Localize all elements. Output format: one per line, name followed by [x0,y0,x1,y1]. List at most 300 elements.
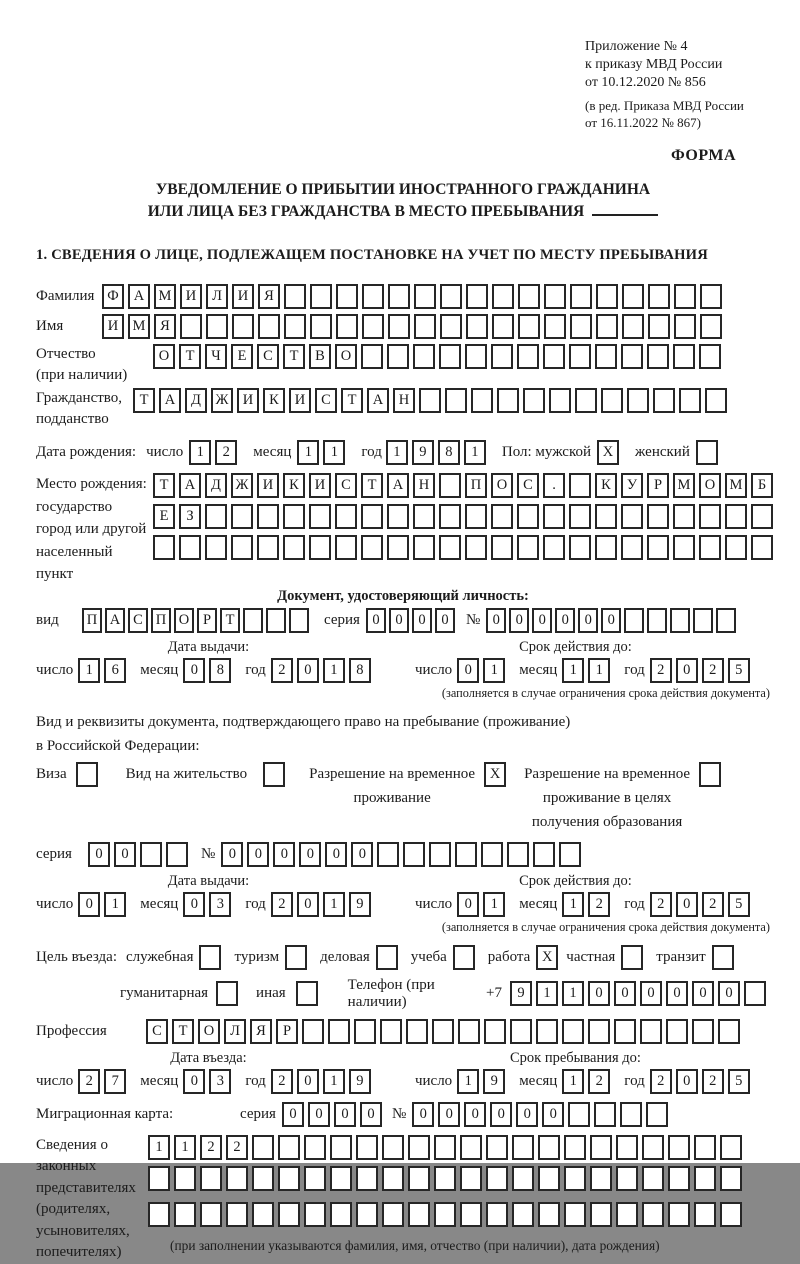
form-cell: 2 [588,1069,610,1094]
form-cell [148,1166,170,1191]
purpose-checkbox [621,945,647,970]
form-cell: Д [205,473,227,498]
form-cell: 0 [334,1102,356,1127]
form-cell [570,284,592,309]
form-cell [278,1202,300,1227]
form-cell [413,344,435,369]
form-cell: 0 [640,981,662,1006]
form-cell [361,504,383,529]
form-cell [309,535,331,560]
form-cell [512,1166,534,1191]
form-cell [538,1135,560,1160]
form-cell [387,504,409,529]
form-cell: 2 [702,1069,724,1094]
form-cell [174,1166,196,1191]
form-cell [440,284,462,309]
form-cell: Н [413,473,435,498]
form-cell: 0 [221,842,243,867]
purpose-checkbox [376,945,402,970]
form-cell: 0 [555,608,575,633]
form-cell: О [491,473,513,498]
purpose-other-checkbox [296,981,322,1006]
form-cell [751,535,773,560]
form-cell [356,1166,378,1191]
form-cell: Л [206,284,228,309]
firstname-row [36,314,770,339]
form-cell: 0 [666,981,688,1006]
form-cell [692,1019,714,1044]
form-cell [674,284,696,309]
birthdate-label: Дата рождения: [36,444,137,460]
form-cell: 0 [412,608,432,633]
form-cell [705,388,727,413]
form-cell: 0 [490,1102,512,1127]
form-cell: 3 [209,892,231,917]
form-cell: А [179,473,201,498]
form-cell [614,1019,636,1044]
form-cell [380,1019,402,1044]
residence-doc-number-row [36,842,770,867]
purpose-checkbox [453,945,479,970]
migration-number-cells [412,1102,672,1127]
form-cell [460,1135,482,1160]
form-cell: 1 [78,658,100,683]
form-cell: 0 [389,608,409,633]
form-cell [205,535,227,560]
expiry-note: (заполняется в случае ограничения срока действия документа) [441,919,770,934]
form-cell [439,535,461,560]
form-cell: О [335,344,357,369]
stay-until-heading: Срок пребывания до: [509,1049,641,1066]
phone-cells [510,981,770,1006]
form-cell [622,284,644,309]
form-cell [484,1019,506,1044]
form-cell [646,1102,668,1127]
form-cell: 0 [297,892,319,917]
form-cell [588,1019,610,1044]
form-cell [569,473,591,498]
form-cell [429,842,451,867]
form-cell [439,504,461,529]
form-cell [200,1202,222,1227]
form-cell [725,504,747,529]
form-cell [453,945,475,970]
form-cell [465,504,487,529]
form-cell: 0 [718,981,740,1006]
form-cell: 0 [88,842,110,867]
form-cell [413,504,435,529]
form-cell: 7 [104,1069,126,1094]
issue-month-cells [183,658,235,683]
form-cell [647,535,669,560]
form-cell: 2 [650,658,672,683]
form-cell [666,1019,688,1044]
form-cell [653,388,675,413]
form-cell [595,344,617,369]
form-cell [596,314,618,339]
day-label: число [146,444,184,460]
form-cell [699,344,721,369]
form-cell [624,608,644,633]
entry-dates [36,1050,770,1094]
form-cell: . [543,473,565,498]
visit-purpose-row [36,945,770,970]
form-cell: П [82,608,102,633]
form-cell [362,314,384,339]
form-cell [616,1135,638,1160]
citizenship-label: Гражданство, подданство [36,390,123,427]
form-cell [694,1202,716,1227]
form-cell: С [335,473,357,498]
form-cell [492,314,514,339]
form-cell [627,388,649,413]
form-cell: 9 [412,440,434,465]
form-cell: И [102,314,124,339]
form-cell: А [128,284,150,309]
form-cell: 0 [676,892,698,917]
form-title [36,179,770,222]
form-cell: 1 [386,440,408,465]
purpose-option-tranzit: транзит [656,945,737,970]
form-cell [376,945,398,970]
form-cell [432,1019,454,1044]
form-cell [330,1202,352,1227]
form-cell [206,314,228,339]
form-cell [148,1202,170,1227]
form-cell: С [146,1019,168,1044]
form-cell: Е [153,504,175,529]
form-cell: М [128,314,150,339]
form-cell: И [237,388,259,413]
form-cell [382,1135,404,1160]
form-cell [517,535,539,560]
form-cell: 0 [457,658,479,683]
form-cell [570,314,592,339]
form-cell [257,535,279,560]
form-cell [414,284,436,309]
form-cell [518,284,540,309]
representatives-label: Сведения о законных представителях (родителях, усыновителях, попечителях) [36,1136,136,1260]
form-cell [507,842,529,867]
form-cell: О [174,608,194,633]
form-cell: X [597,440,619,465]
form-cell [330,1166,352,1191]
form-cell: З [179,504,201,529]
year-label: год [361,444,382,460]
form-cell [595,504,617,529]
sex-female-label: женский [635,444,690,460]
form-cell: 1 [174,1135,196,1160]
form-cell [304,1135,326,1160]
expiry-date-heading: Срок действия до: [519,872,632,889]
residence-permit-checkbox [263,762,289,787]
form-cell [595,535,617,560]
form-cell: К [283,473,305,498]
form-cell [266,608,286,633]
form-cell: Р [276,1019,298,1044]
birthdate-day-cells [189,440,241,465]
form-cell: Т [172,1019,194,1044]
form-cell: К [595,473,617,498]
form-cell: 0 [509,608,529,633]
form-cell [486,1135,508,1160]
migration-series-cells [282,1102,386,1127]
edu-residence-option: Разрешение на временное проживание в целях получения образования [524,762,725,834]
issue-year-cells [271,892,375,917]
form-cell [596,284,618,309]
form-cell: 1 [562,981,584,1006]
form-cell: 0 [614,981,636,1006]
section1-heading: 1. СВЕДЕНИЯ О ЛИЦЕ, ПОДЛЕЖАЩЕМ ПОСТАНОВКЕ НА УЧЕТ ПО МЕСТУ ПРЕБЫВАНИЯ [36,247,708,263]
form-cell [205,504,227,529]
form-cell: 0 [351,842,373,867]
form-cell [226,1202,248,1227]
doc-number-cells [486,608,739,633]
form-cell [492,284,514,309]
form-cell: Т [133,388,155,413]
stay-year-cells [650,1069,754,1094]
form-cell [460,1166,482,1191]
form-cell [594,1102,616,1127]
form-cell: Я [154,314,176,339]
form-cell: 8 [349,658,371,683]
form-cell: 1 [562,892,584,917]
form-cell [434,1166,456,1191]
sex-male-label: Пол: мужской [501,444,592,460]
surname-label: Фамилия [36,288,95,304]
form-cell: У [621,473,643,498]
form-cell [382,1166,404,1191]
form-cell: 0 [516,1102,538,1127]
form-cell [575,388,597,413]
form-cell: Т [341,388,363,413]
patronymic-label: Отчество (при наличии) [36,346,128,383]
residence-series-cells [88,842,192,867]
surname-row [36,284,770,309]
form-cell: 0 [438,1102,460,1127]
form-cell [140,842,162,867]
form-cell [408,1135,430,1160]
form-cell: 1 [148,1135,170,1160]
birthplace-label: Место рождения: государство город или другой населенный пункт [36,476,147,582]
form-cell: А [387,473,409,498]
issue-day-cells [78,892,130,917]
form-cell [620,1102,642,1127]
representatives-block [36,1135,770,1264]
citizenship-row [36,388,770,430]
number-label: № [201,845,216,862]
form-cell: Ж [211,388,233,413]
form-cell [648,314,670,339]
form-cell: А [159,388,181,413]
form-cell [699,535,721,560]
doc-kind-cells [82,608,312,633]
profession-row [36,1019,770,1044]
title-blank-underline [592,200,658,216]
entry-year-cells [271,1069,375,1094]
form-cell [466,314,488,339]
form-cell [564,1135,586,1160]
form-cell [720,1166,742,1191]
form-cell: 1 [189,440,211,465]
form-cell [310,284,332,309]
form-cell [257,504,279,529]
form-cell [621,535,643,560]
form-cell: 2 [226,1135,248,1160]
representatives-cells [148,1135,746,1260]
form-cell: 2 [702,658,724,683]
form-cell: И [180,284,202,309]
form-cell: Я [258,284,280,309]
form-cell [538,1202,560,1227]
form-cell: 1 [562,1069,584,1094]
number-label: № [391,1105,407,1122]
form-cell: 1 [323,892,345,917]
form-cell [76,762,98,787]
form-cell [491,535,513,560]
form-cell [568,1102,590,1127]
form-cell [356,1202,378,1227]
form-cell [388,284,410,309]
form-cell: 0 [412,1102,434,1127]
form-cell [648,284,670,309]
stay-until-row: число 1 9 месяц 1 2 год 2 0 2 5 [381,1069,770,1094]
form-cell: П [465,473,487,498]
birthplace-row2-cells [153,504,777,529]
annex-line: Приложение № 4 [585,39,688,54]
residence-doc-heading: Вид и реквизиты документа, подтверждающего право на пребывание (проживание) в Российской Федерации: [36,713,571,754]
form-cell: 1 [323,1069,345,1094]
annex-line: (в ред. Приказа МВД России [585,98,744,113]
form-cell [621,945,643,970]
representatives-row2-cells [148,1166,746,1191]
form-cell: 0 [532,608,552,633]
form-cell [720,1135,742,1160]
form-cell [388,314,410,339]
form-cell: 2 [271,658,293,683]
form-cell: 0 [114,842,136,867]
form-cell [642,1202,664,1227]
form-cell: 0 [676,658,698,683]
form-cell [616,1166,638,1191]
form-cell [712,945,734,970]
migration-card-row [36,1102,770,1127]
purpose-option-ucheba: учеба [411,945,479,970]
form-cell [258,314,280,339]
form-cell [289,608,309,633]
visit-purpose-label: Цель въезда: [36,948,117,965]
form-cell: X [484,762,506,787]
form-cell: 0 [299,842,321,867]
form-cell: 2 [215,440,237,465]
form-cell: 1 [323,658,345,683]
form-cell: 2 [271,892,293,917]
birthplace-cells [153,473,777,565]
form-cell: 0 [183,658,205,683]
issue-date-row: число 1 6 месяц 0 8 год 2 0 1 8 [36,658,381,683]
form-cell: Ж [231,473,253,498]
form-cell: И [257,473,279,498]
form-cell [543,344,565,369]
expiry-month-cells [562,892,614,917]
form-cell: 2 [271,1069,293,1094]
form-cell [471,388,493,413]
surname-cells [102,284,726,309]
form-cell [458,1019,480,1044]
form-cell [356,1135,378,1160]
form-cell [408,1166,430,1191]
form-cell: 2 [650,1069,672,1094]
form-cell [387,535,409,560]
form-cell [668,1135,690,1160]
purpose-humanitarian-checkbox [216,981,242,1006]
form-cell [694,1135,716,1160]
form-cell [226,1166,248,1191]
entry-day-cells [78,1069,130,1094]
form-cell: Б [751,473,773,498]
form-cell [304,1166,326,1191]
entry-date-row: число 2 7 месяц 0 3 год 2 0 1 9 [36,1069,381,1094]
form-cell: 8 [438,440,460,465]
form-cell [601,388,623,413]
form-cell [361,344,383,369]
expiry-day-cells [457,892,509,917]
form-cell [445,388,467,413]
form-cell [466,284,488,309]
form-cell [335,535,357,560]
form-cell [700,314,722,339]
form-cell [590,1202,612,1227]
form-cell: 0 [366,608,386,633]
form-cell [699,504,721,529]
representatives-row1-cells [148,1135,746,1160]
issue-date-heading: Дата выдачи: [167,872,250,889]
form-cell [336,314,358,339]
form-cell [673,535,695,560]
form-cell [263,762,285,787]
number-label: № [465,611,481,628]
form-cell [647,608,667,633]
form-cell: А [105,608,125,633]
residence-doc-dates [36,873,770,935]
form-cell: 5 [728,658,750,683]
form-cell [640,1019,662,1044]
form-cell [564,1202,586,1227]
form-cell [354,1019,376,1044]
sex-female-checkbox [696,440,722,465]
form-cell: В [309,344,331,369]
form-cell [668,1166,690,1191]
annex-line: от 16.11.2022 № 867) [585,115,702,130]
form-cell [153,535,175,560]
expiry-date-row: число 0 1 месяц 1 2 год 2 0 2 5 [381,892,770,917]
form-cell: 0 [325,842,347,867]
form-cell: 1 [536,981,558,1006]
form-cell [439,344,461,369]
form-cell: М [154,284,176,309]
visit-purpose-row2 [36,977,770,1011]
form-cell [538,1166,560,1191]
birthplace-row1-cells [153,473,777,498]
form-cell [199,945,221,970]
issue-date-heading: Дата выдачи: [167,638,250,655]
form-cell [564,1166,586,1191]
temp-residence-option: Разрешение на временное проживание X [303,762,510,810]
form-cell [285,945,307,970]
form-cell: 9 [483,1069,505,1094]
form-cell [377,842,399,867]
form-cell: 0 [308,1102,330,1127]
